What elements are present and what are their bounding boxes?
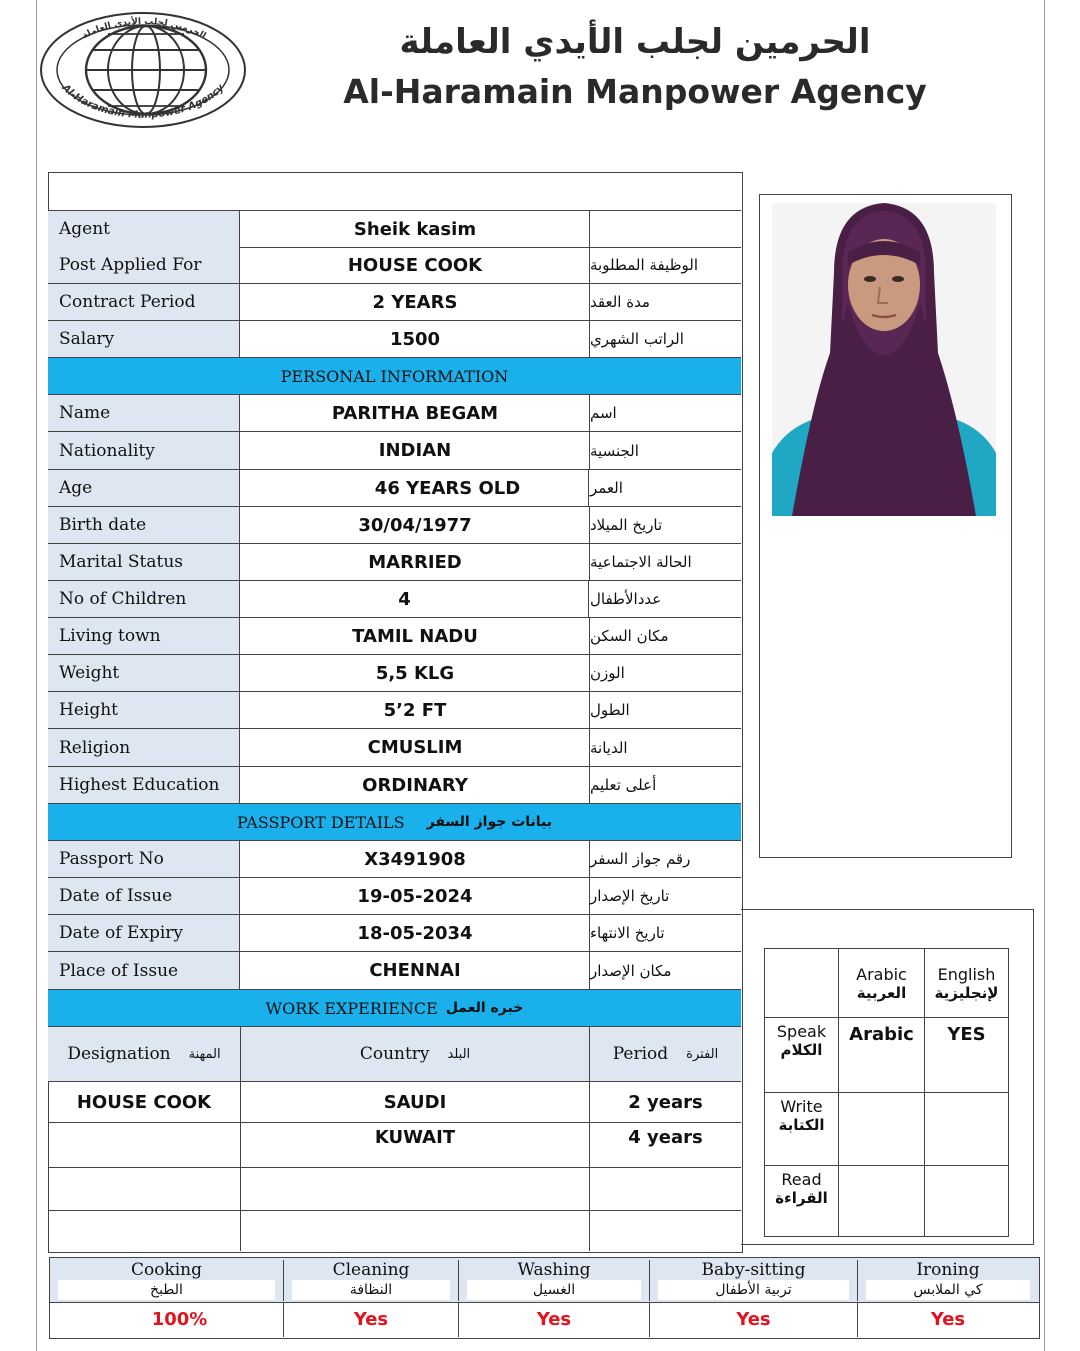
write-english-value xyxy=(924,1092,1009,1166)
write-label-ar: الكتابة xyxy=(778,1116,825,1134)
work-country: SAUDI xyxy=(241,1082,590,1122)
children-value: 4 xyxy=(241,581,589,617)
designation-header-label-ar: المهنة xyxy=(188,1046,221,1062)
write-row-label xyxy=(764,1092,839,1166)
passport-section-header xyxy=(48,804,741,841)
height-label-ar: الطول xyxy=(590,701,630,719)
education-row xyxy=(48,767,741,804)
marital-label: Marital Status xyxy=(48,544,240,580)
marital-value: MARRIED xyxy=(241,544,590,580)
expiry-date-label: Date of Expiry xyxy=(48,915,240,951)
issue-date-value: 19-05-2024 xyxy=(241,878,590,914)
agent-label: Agent xyxy=(48,211,240,247)
skill-ironing-label-ar: كي الملابس xyxy=(866,1280,1030,1301)
work-period xyxy=(590,1211,741,1251)
globe-logo-icon xyxy=(38,10,248,130)
work-period: 4 years xyxy=(628,1127,703,1148)
marital-label-ar: الحالة الاجتماعية xyxy=(590,553,692,571)
designation-header-label: Designation xyxy=(67,1044,171,1064)
work-row xyxy=(48,1082,741,1123)
nationality-value: INDIAN xyxy=(241,432,590,469)
speak-row-label xyxy=(764,1017,839,1093)
religion-label: Religion xyxy=(48,729,240,766)
skill-babysitting-label-ar: تربية الأطفال xyxy=(658,1280,849,1301)
read-row-label xyxy=(764,1165,839,1237)
english-column-header xyxy=(924,948,1009,1018)
skill-washing-label-ar: الغسيل xyxy=(467,1280,641,1301)
salary-label-ar: الراتب الشهري xyxy=(590,330,684,348)
language-corner-cell xyxy=(764,948,839,1018)
birth-date-row xyxy=(48,507,741,544)
arabic-column-label-ar: العربية xyxy=(856,983,907,1002)
applicant-photo-icon xyxy=(772,203,996,516)
place-of-issue-label-ar: مكان الإصدار xyxy=(590,961,672,980)
english-column-label-ar: لإنجليزية xyxy=(934,983,999,1002)
svg-text:Al-Haramain Manpower Agency: Al-Haramain Manpower Agency xyxy=(59,82,227,121)
work-section-title-ar: خبره العمل xyxy=(445,1000,524,1016)
skill-cooking-value: 100% xyxy=(50,1303,284,1337)
education-value: ORDINARY xyxy=(241,767,590,803)
work-designation xyxy=(48,1211,241,1251)
work-designation xyxy=(48,1168,241,1210)
work-row xyxy=(48,1168,741,1211)
skill-ironing-value: Yes xyxy=(930,1309,966,1330)
nationality-row xyxy=(48,432,741,470)
issue-date-label-ar: تاريخ الإصدار xyxy=(590,887,670,905)
children-row xyxy=(48,581,741,618)
skill-cleaning-label-ar: النظافة xyxy=(292,1280,450,1301)
speak-label: Speak xyxy=(776,1022,827,1041)
place-of-issue-value: CHENNAI xyxy=(241,952,590,989)
post-label: Post Applied For xyxy=(48,247,240,283)
skill-washing-label: Washing xyxy=(517,1260,591,1280)
period-header-label-ar: الفترة xyxy=(686,1046,719,1062)
birth-date-value: 30/04/1977 xyxy=(241,507,590,543)
religion-value: CMUSLIM xyxy=(241,729,590,766)
arabic-column-label: Arabic xyxy=(856,964,907,984)
name-value: PARITHA BEGAM xyxy=(241,395,590,431)
religion-row xyxy=(48,729,741,767)
contract-label-ar: مدة العقد xyxy=(590,293,650,311)
living-town-label: Living town xyxy=(48,618,240,654)
page-right-border xyxy=(1044,0,1045,1351)
work-country xyxy=(241,1211,590,1251)
marital-row xyxy=(48,544,741,581)
salary-row xyxy=(48,321,741,358)
speak-arabic-value: Arabic xyxy=(838,1017,925,1093)
place-of-issue-row xyxy=(48,952,741,990)
passport-no-label-ar: رقم جواز السفر xyxy=(590,850,691,868)
agency-title-arabic: الحرمين لجلب الأيدي العاملة xyxy=(399,22,871,62)
english-column-label: English xyxy=(937,964,996,984)
arabic-column-header xyxy=(838,948,925,1018)
period-header-label: Period xyxy=(612,1044,669,1064)
work-country xyxy=(241,1168,590,1210)
children-label-ar: عددالأطفال xyxy=(590,590,662,608)
name-label-ar: اسم xyxy=(590,404,617,422)
children-label: No of Children xyxy=(48,581,240,617)
skill-cleaning-label: Cleaning xyxy=(332,1260,410,1280)
skill-babysitting-label: Baby-sitting xyxy=(701,1260,806,1280)
designation-header xyxy=(48,1027,241,1081)
name-row xyxy=(48,395,741,432)
height-value: 5’2 FT xyxy=(241,692,590,728)
nationality-label: Nationality xyxy=(48,432,240,469)
skill-cooking-header xyxy=(50,1260,284,1301)
skill-washing-header xyxy=(459,1260,650,1301)
skill-babysitting-header xyxy=(650,1260,858,1301)
issue-date-row xyxy=(48,878,741,915)
skill-washing-value: Yes xyxy=(459,1303,650,1337)
work-section-title: WORK EXPERIENCE xyxy=(265,998,438,1018)
passport-no-row xyxy=(48,841,741,878)
read-label-ar: القراءة xyxy=(775,1189,828,1207)
work-period xyxy=(590,1168,741,1210)
post-row xyxy=(48,247,741,284)
read-english-value xyxy=(924,1165,1009,1237)
skill-ironing-header xyxy=(858,1260,1038,1301)
period-header xyxy=(590,1027,741,1081)
contract-row xyxy=(48,284,741,321)
salary-value: 1500 xyxy=(241,321,590,357)
agent-label-ar xyxy=(590,211,741,247)
write-arabic-value xyxy=(838,1092,925,1166)
work-period: 2 years xyxy=(628,1091,703,1113)
weight-row xyxy=(48,655,741,692)
agent-value: Sheik kasim xyxy=(241,211,590,247)
personal-section-title: PERSONAL INFORMATION xyxy=(280,366,509,386)
read-label: Read xyxy=(781,1170,822,1189)
work-row xyxy=(48,1211,741,1251)
work-row xyxy=(48,1123,741,1168)
work-designation: HOUSE COOK xyxy=(48,1082,241,1122)
nationality-label-ar: الجنسية xyxy=(590,441,639,460)
age-label-ar: العمر xyxy=(590,479,623,497)
passport-no-label: Passport No xyxy=(48,841,240,877)
page-left-border xyxy=(36,0,37,1351)
height-label: Height xyxy=(48,692,240,728)
name-label: Name xyxy=(48,395,240,431)
agent-row xyxy=(48,210,741,248)
weight-value: 5,5 KLG xyxy=(241,655,590,691)
speak-label-ar: الكلام xyxy=(780,1041,823,1059)
age-label: Age xyxy=(48,470,240,506)
country-header xyxy=(241,1027,590,1081)
height-row xyxy=(48,692,741,729)
place-of-issue-label: Place of Issue xyxy=(48,952,240,989)
education-label-ar: أعلى تعليم xyxy=(590,776,657,794)
passport-no-value: X3491908 xyxy=(241,841,590,877)
living-town-value: TAMIL NADU xyxy=(241,618,590,654)
birth-date-label: Birth date xyxy=(48,507,240,543)
age-value: 46 YEARS OLD xyxy=(241,470,589,506)
issue-date-label: Date of Issue xyxy=(48,878,240,914)
birth-date-label-ar: تاريخ الميلاد xyxy=(590,516,663,534)
work-country: KUWAIT xyxy=(241,1123,590,1167)
skill-cleaning-header xyxy=(284,1260,459,1301)
country-header-label: Country xyxy=(359,1044,430,1064)
read-arabic-value xyxy=(838,1165,925,1237)
contract-value: 2 YEARS xyxy=(241,284,590,320)
salary-label: Salary xyxy=(48,321,240,357)
education-label: Highest Education xyxy=(48,767,240,803)
age-row xyxy=(48,470,741,507)
skill-cooking-label-ar: الطبخ xyxy=(58,1280,275,1301)
speak-english-value: YES xyxy=(924,1017,1009,1093)
expiry-date-value: 18-05-2034 xyxy=(241,915,590,951)
skill-babysitting-value: Yes xyxy=(650,1303,858,1337)
expiry-date-row xyxy=(48,915,741,952)
post-label-ar: الوظيفة المطلوبة xyxy=(590,256,698,274)
work-section-header xyxy=(48,990,741,1027)
living-town-label-ar: مكان السكن xyxy=(590,627,669,645)
work-designation xyxy=(48,1123,241,1167)
weight-label: Weight xyxy=(48,655,240,691)
skill-ironing-label: Ironing xyxy=(916,1260,980,1280)
skill-cleaning-value: Yes xyxy=(284,1303,459,1337)
weight-label-ar: الوزن xyxy=(590,664,625,682)
country-header-label-ar: البلد xyxy=(447,1046,471,1062)
living-town-row xyxy=(48,618,741,655)
post-value: HOUSE COOK xyxy=(241,247,590,283)
passport-section-title-ar: بيانات جواز السفر xyxy=(426,814,553,830)
svg-text:الحرمين لجلب الأيدي العاملة: الحرمين لجلب الأيدي العاملة xyxy=(80,16,208,42)
contract-label: Contract Period xyxy=(48,284,240,320)
expiry-date-label-ar: تاريخ الانتهاء xyxy=(590,924,665,942)
religion-label-ar: الديانة xyxy=(590,738,628,757)
passport-section-title: PASSPORT DETAILS xyxy=(236,812,405,832)
write-label: Write xyxy=(780,1097,823,1116)
work-header-row xyxy=(48,1027,741,1082)
agency-title-english: Al-Haramain Manpower Agency xyxy=(343,72,927,111)
personal-section-header xyxy=(48,358,741,395)
skill-cooking-label: Cooking xyxy=(130,1260,203,1280)
